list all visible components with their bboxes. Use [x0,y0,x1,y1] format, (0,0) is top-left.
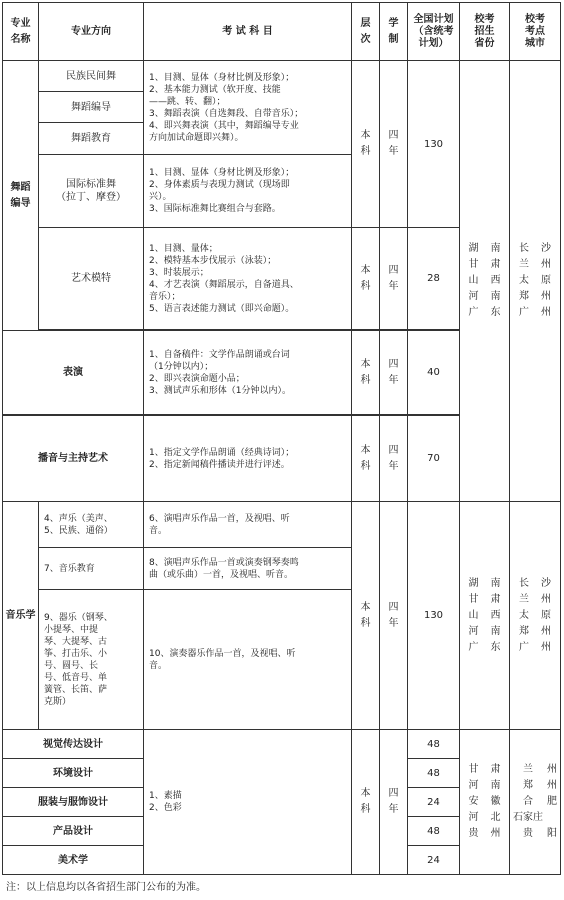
years-art: 四 年 [380,730,408,875]
major-broadcasting: 播音与主持艺术 [3,416,144,502]
subjects-vocal: 6、演唱声乐作品一首，及视唱、听 音。 [144,502,352,548]
header-cities: 校考 考点 城市 [510,3,561,61]
level-dance-2: 本 科 [352,228,380,330]
major-acting: 表演 [3,331,144,415]
header-plan: 全国计划 （含统考 计划） [408,3,460,61]
plan-broadcasting: 70 [408,416,460,502]
plan-product-design: 48 [408,817,460,846]
plan-fashion-design: 24 [408,788,460,817]
admissions-table [2,2,561,875]
plan-dance-2: 28 [408,228,460,330]
years-broadcasting: 四 年 [380,416,408,502]
cities-art-right: 州 州 肥 阳 [547,764,557,839]
major-visual-communication: 视觉传达设计 [3,730,144,759]
plan-visual-communication: 48 [408,730,460,759]
direction-folk-dance: 民族民间舞 [39,61,144,92]
subjects-art: 1、素描 2、色彩 [144,730,352,875]
direction-art-model: 艺术模特 [39,228,144,330]
cities-left: 长 兰 太 郑 广 [519,243,529,318]
cities-group-music [510,502,561,730]
years-dance-2: 四 年 [380,228,408,330]
subjects-acting: 1、自备稿件：文学作品朗诵或台词 （1分钟以内）； 2、即兴表演命题小品； 3、测试声乐和形体（1分钟以内）。 [144,331,352,415]
subjects-instrumental: 10、演奏器乐作品一首，及视唱、听 音。 [144,590,352,730]
provinces-right: 南 肃 西 南 东 [490,243,501,318]
provinces-art-left: 甘 河 安 河 贵 [468,764,479,839]
header-row [3,3,561,61]
cities-left: 长 兰 太 郑 广 [519,577,529,653]
plan-dance-1: 130 [408,61,460,228]
subjects-broadcasting: 1、指定文学作品朗诵（经典诗词）； 2、指定新闻稿件播读并进行评述。 [144,416,352,502]
admissions-table-sheet [2,2,560,875]
subjects-dance-c: 1、目测、量体； 2、模特基本步伐展示（泳装）； 3、时装展示； 4、才艺表演（舞蹈展示，自备道具、 音乐）； 5、语言表述能力测试（即兴命题）。 [144,228,352,330]
level-dance-1: 本 科 [352,61,380,228]
direction-vocal: 4、声乐（美声、 5、民族、通俗） [39,502,144,548]
provinces-art-right: 肃 南 徽 北 州 [490,764,501,839]
table-row [3,502,561,548]
years-dance-1: 四 年 [380,61,408,228]
level-art: 本 科 [352,730,380,875]
cities-group-1 [510,61,561,502]
plan-environment-design: 48 [408,759,460,788]
level-acting: 本 科 [352,331,380,415]
provinces-group-1 [460,61,510,502]
cities-art-left: 兰 郑 合 石家庄 贵 [513,764,543,839]
header-major: 专业 名称 [3,3,39,61]
major-music: 音乐学 [3,502,39,730]
header-subjects: 考 试 科 目 [144,3,352,61]
cities-group-art [510,730,561,875]
major-fine-arts: 美术学 [3,846,144,875]
subjects-dance-b: 1、目测、显体（身材比例及形象）； 2、身体素质与表现力测试（现场即 兴）。 3、国际标准舞比赛组合与套路。 [144,155,352,228]
provinces-right: 南 肃 西 南 东 [490,577,501,653]
provinces-left: 湖 甘 山 河 广 [468,243,479,318]
direction-dance-education: 舞蹈教育 [39,123,144,155]
major-fashion-design: 服装与服饰设计 [3,788,144,817]
major-environment-design: 环境设计 [3,759,144,788]
years-music: 四 年 [380,502,408,730]
table-row [3,730,561,759]
header-provinces: 校考 招生 省份 [460,3,510,61]
header-direction: 专业方向 [39,3,144,61]
plan-fine-arts: 24 [408,846,460,875]
footnote: 注：以上信息均以各省招生部门公布的为准。 [6,882,206,893]
direction-music-education: 7、音乐教育 [39,548,144,590]
provinces-group-art [460,730,510,875]
header-years: 学 制 [380,3,408,61]
direction-instrumental: 9、器乐（钢琴、 小提琴、中提 琴、大提琴、古 筝、打击乐、小 号、圆号、长 号、低音号、单 簧管、长笛、萨 克斯） [39,590,144,730]
provinces-left: 湖 甘 山 河 广 [468,577,479,653]
subjects-music-education: 8、演唱声乐作品一首或演奏钢琴奏鸣 曲（或乐曲）一首，及视唱、听音。 [144,548,352,590]
years-acting: 四 年 [380,331,408,415]
level-music: 本 科 [352,502,380,730]
cities-right: 沙 州 原 州 州 [541,577,551,653]
level-broadcasting: 本 科 [352,416,380,502]
plan-acting: 40 [408,331,460,415]
direction-ballroom: 国际标准舞 （拉丁、摩登） [39,155,144,228]
provinces-group-music [460,502,510,730]
subjects-dance-a: 1、目测、显体（身材比例及形象）； 2、基本能力测试（软开度、技能 ——跳、转、翻）； 3、舞蹈表演（自选舞段、自带音乐）； 4、即兴舞表演（其中，舞蹈编导专业 方向加试命题即兴舞）。 [144,61,352,155]
direction-choreography: 舞蹈编导 [39,92,144,123]
plan-music: 130 [408,502,460,730]
header-level: 层 次 [352,3,380,61]
table-row [3,61,561,92]
major-product-design: 产品设计 [3,817,144,846]
cities-right: 沙 州 原 州 州 [541,243,551,318]
major-dance: 舞蹈 编导 [3,61,39,331]
